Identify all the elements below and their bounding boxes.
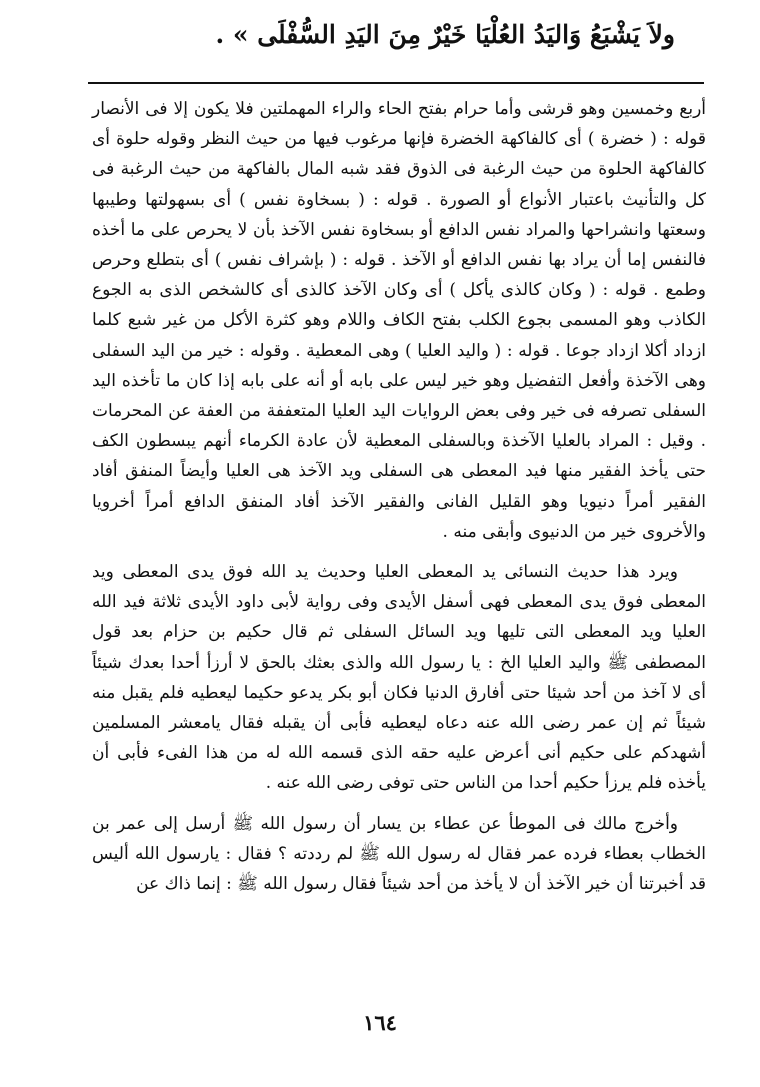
body-text [92,94,706,899]
paragraph-1: أربع وخمسين وهو قرشى وأما حرام بفتح الحاء والراء المهملتين فلا يكون إلا فى الأنصار قوله : ( خضرة ) أى كالفاكهة الخضرة فإنها مرغوب فيها من حيث النظر وقوله حلوة أى كالفاكهة الحلوة من حيث الرغبة فى الذوق فقد شبه المال بالفاكهة من حيث الرغبة فى كل والتأنيث باعتبار الأنواع أو الصورة . قوله : ( بسخاوة نفس ) أى بسهولتها وطيبها وسعتها وانشراحها والمراد نفس الدافع أو بسخاوة نفس الآخذ بأن لا يحرص على ما أخذه فالنفس إما أن يراد بها نفس الدافع أو الآخذ . قوله : ( بإشراف نفس ) أى بتطلع وحرص وطمع . قوله : ( وكان كالذى يأكل ) أى وكان الآخذ كالذى أى كالشخص الذى به الجوع الكاذب وهو المسمى بجوع الكلب بفتح الكاف واللام وهو كثرة الأكل من غير شبع كلما ازداد أكلا ازداد جوعا . قوله : ( واليد العليا ) وهى المعطية . وقوله : خير من اليد السفلى وهى الآخذة وأفعل التفضيل وهو خير ليس على بابه أو أنه على بابه إذا كان ما تأخذه اليد السفلى تصرفه فى خير وفى بعض الروايات اليد العليا المتعففة من العفة عن المحرمات . وقيل : المراد بالعليا الآخذة وبالسفلى المعطية لأن عادة الكرماء أنهم يبسطون الكف حتى يأخذ الفقير منها فيد المعطى هى السفلى ويد الآخذ هى العليا وأيضاً المنفق أفاد الفقير أمراً دنيويا وهو القليل الفانى والفقير الآخذ أفاد المنفق الدافع أمراً أخرويا والأخروى خير من الدنيوى وأبقى منه . [92,99,706,542]
running-header: ولاَ يَشْبَعُ وَاليَدُ العُلْيَا خَيْرٌ مِنَ اليَدِ السُّفْلَى » . [215,20,675,49]
paragraph-2: ويرد هذا حديث النسائى يد المعطى العليا وحديث يد الله فوق يدى المعطى ويد المعطى فوق يدى المعطى فهى أسفل الأيدى وفى رواية لأبى داود الأيدى ثلاثة فيد الله العليا ويد المعطى التى تليها ويد السائل السفلى ثم قال حكيم بن حزام بعد قول المصطفى ﷺ واليد العليا الخ : يا رسول الله والذى بعثك بالحق لا أرزأ أحدا بعدك شيئاً أى لا آخذ من أحد شيئا حتى أفارق الدنيا فكان أبو بكر يدعو حكيما ليعطيه فلم يقبل منه شيئاً ثم إن عمر رضى الله عنه دعاه ليعطيه فأبى أن يقبله فقال يامعشر المسلمين أشهدكم على حكيم أنى أعرض عليه حقه الذى قسمه الله له من هذا الفىء فأبى أن يأخذه فلم يرزأ حكيم أحدا من الناس حتى توفى رضى الله عنه . [92,562,707,794]
page-number: ١٦٤ [363,1010,397,1035]
paragraph-3: وأخرج مالك فى الموطأ عن عطاء بن يسار أن رسول الله ﷺ أرسل إلى عمر بن الخطاب بعطاء فرده عمر فقال له رسول الله ﷺ لم رددته ؟ فقال : يارسول الله أليس قد أخبرتنا أن خير الآخذ أن لا يأخذ من أحد شيئاً فقال رسول الله ﷺ : إنما ذاك عن [92,813,706,895]
header-rule [88,82,704,84]
